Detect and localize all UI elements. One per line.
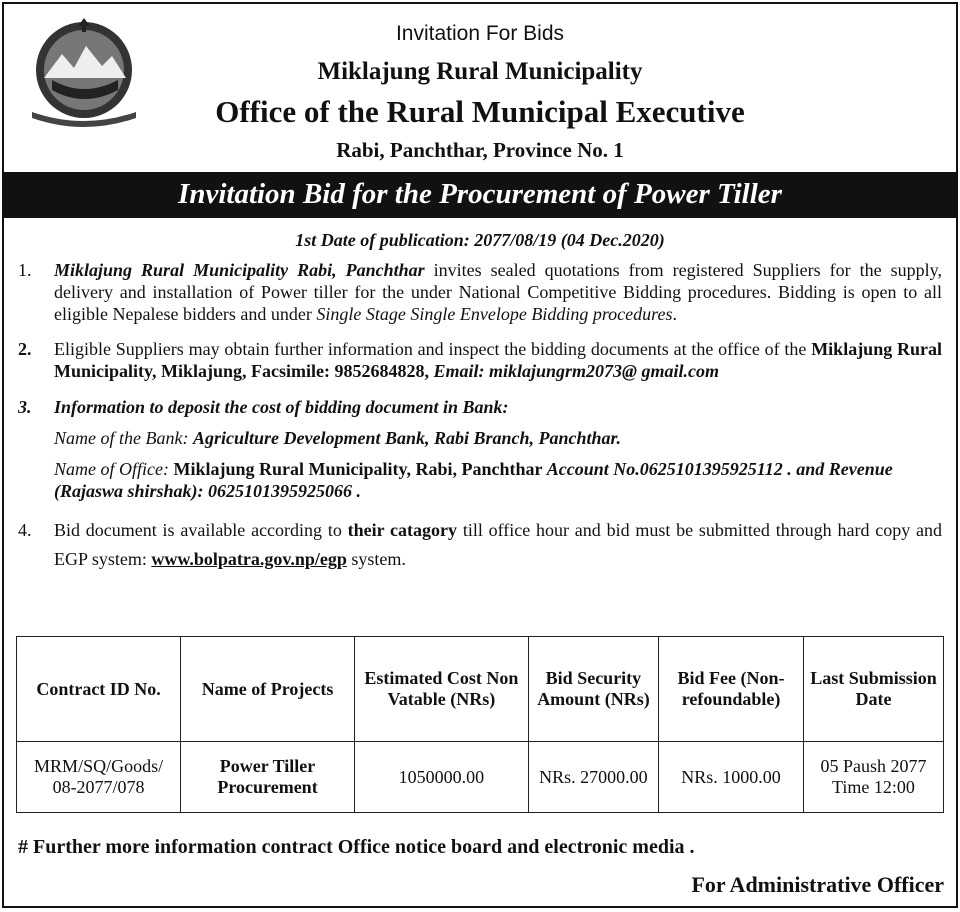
- office-label: Name of Office:: [54, 459, 174, 479]
- item-number: 1.: [18, 260, 32, 280]
- municipality-name: Miklajung Rural Municipality: [317, 58, 643, 85]
- bid-fee-cell: NRs. 1000.00: [659, 742, 804, 813]
- item-category: their catagory: [347, 520, 458, 540]
- bank-value: Agriculture Development Bank, Rabi Branch, Panchthar.: [192, 428, 622, 448]
- office-address: Rabi, Panchthar, Province No. 1: [336, 138, 624, 162]
- estimated-cost-cell: 1050000.00: [354, 742, 528, 813]
- submission-date-cell: 05 Paush 2077 Time 12:00: [803, 742, 943, 813]
- notice-title-banner: Invitation Bid for the Procurement of Power Tiller: [4, 172, 956, 218]
- office-account-line: [4, 458, 956, 502]
- table-row: [17, 742, 944, 813]
- item-number: 4.: [18, 520, 32, 540]
- bid-notice: [2, 2, 958, 908]
- bid-table: [16, 636, 944, 813]
- footnote: # Further more information contract Office notice board and electronic media .: [18, 836, 695, 858]
- column-header: Name of Projects: [181, 637, 355, 742]
- bank-name-line: [4, 427, 956, 449]
- item-lead: Miklajung Rural Municipality Rabi, Panchthar: [54, 260, 425, 280]
- item-text: invites sealed quotations from registered Suppliers for the supply, delivery and installation of Power tiller for the under National Competitive Bidding procedures. Bidding is open to all eligible Nepalese bidders and under: [54, 260, 942, 324]
- notice-item-2: [4, 338, 956, 382]
- item-number: 3.: [18, 397, 32, 417]
- office-name: Office of the Rural Municipal Executive: [215, 94, 745, 129]
- contract-id-cell: MRM/SQ/Goods/ 08-2077/078: [17, 742, 181, 813]
- bid-security-cell: NRs. 27000.00: [528, 742, 658, 813]
- bank-label: Name of the Bank:: [54, 428, 193, 448]
- signature-line: For Administrative Officer: [691, 872, 944, 897]
- publication-date: 1st Date of publication: 2077/08/19 (04 Dec.2020): [295, 230, 665, 250]
- notice-item-3: [4, 396, 956, 418]
- notice-item-4: [4, 516, 956, 574]
- column-header: Bid Fee (Non-refoundable): [659, 637, 804, 742]
- column-header: Estimated Cost Non Vatable (NRs): [354, 637, 528, 742]
- office-value: Miklajung Rural Municipality, Rabi, Panchthar: [173, 459, 547, 479]
- item-title: Information to deposit the cost of bidding document in Bank:: [54, 397, 509, 417]
- notice-item-1: [4, 259, 956, 325]
- project-name-cell: Power Tiller Procurement: [181, 742, 355, 813]
- item-number: 2.: [18, 339, 32, 359]
- column-header: Bid Security Amount (NRs): [528, 637, 658, 742]
- item-text-3: system.: [346, 549, 406, 569]
- item-text: Eligible Suppliers may obtain further information and inspect the bidding documents at the office of the: [54, 339, 812, 359]
- item-text: Bid document is available according to: [54, 520, 348, 540]
- account-numbers: Account No.0625101395925112 . and Revenue (Rajaswa shirshak): 0625101395925066 .: [54, 459, 893, 501]
- column-header: Last Submission Date: [803, 637, 943, 742]
- item-method: Single Stage Single Envelope Bidding procedures: [316, 304, 673, 324]
- item-text-2: till office hour and bid must be submitted through hard copy and EGP system:: [54, 520, 942, 569]
- item-end: .: [672, 304, 677, 324]
- office-email: Email: miklajungrm2073@ gmail.com: [433, 361, 720, 381]
- office-contact: Miklajung Rural Municipality, Miklajung, Facsimile: 9852684828,: [54, 339, 942, 381]
- column-header: Contract ID No.: [17, 637, 181, 742]
- notice-kicker: Invitation For Bids: [395, 22, 565, 45]
- egp-link[interactable]: www.bolpatra.gov.np/egp: [151, 549, 347, 569]
- table-header-row: [17, 637, 944, 742]
- notice-header: [4, 4, 956, 172]
